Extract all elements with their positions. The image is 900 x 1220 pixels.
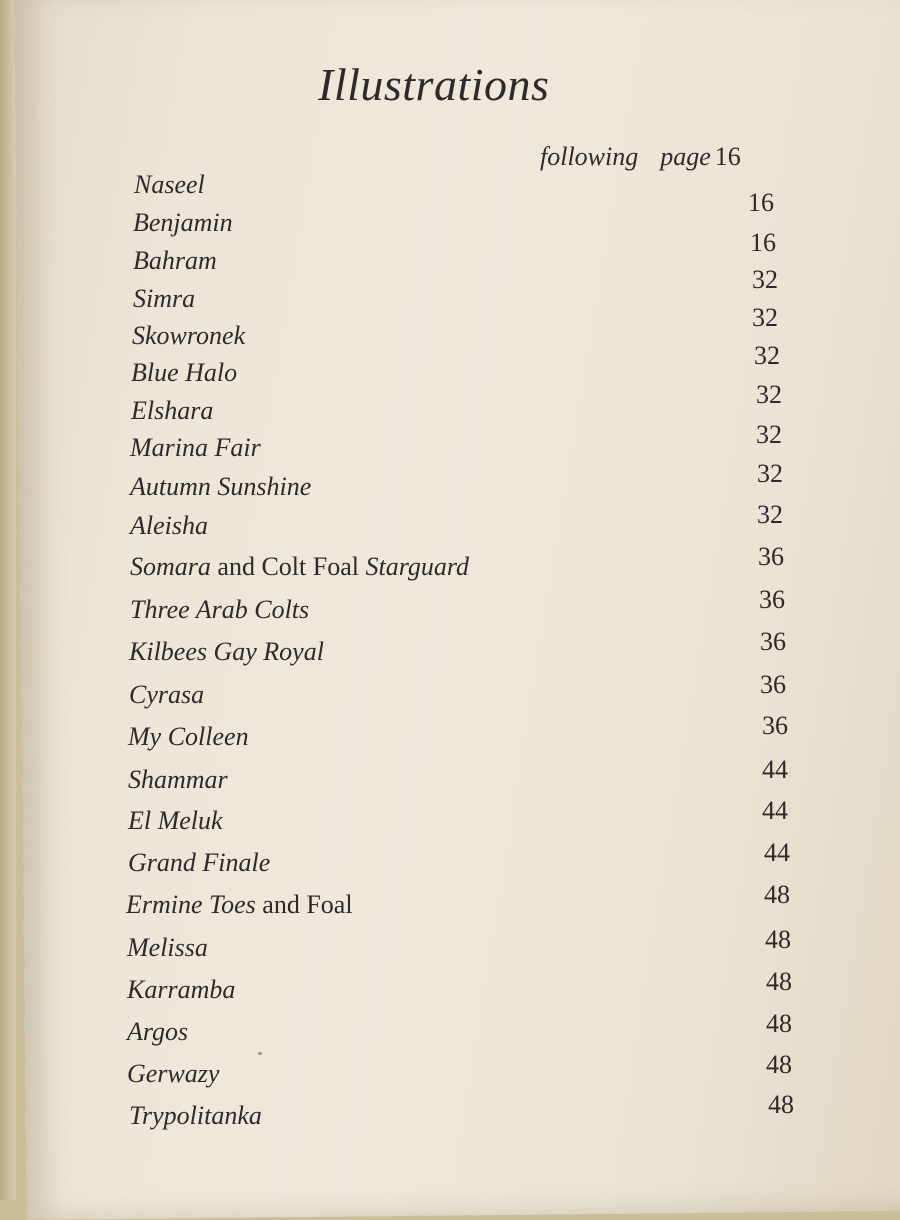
page-number: 32 <box>756 420 782 449</box>
page-number: 36 <box>760 627 786 656</box>
page-number: 48 <box>764 880 790 909</box>
illustration-title: Melissa <box>127 933 208 962</box>
page-number: 16 <box>750 228 776 257</box>
illustration-title: Grand Finale <box>128 848 271 877</box>
page-number: 48 <box>766 967 792 996</box>
page-number: 32 <box>752 303 778 332</box>
illustration-title: Naseel <box>134 170 205 199</box>
illustration-title: Marina Fair <box>130 433 261 462</box>
illustration-title: My Colleen <box>128 722 249 751</box>
first-page-number: 16 <box>714 142 741 171</box>
illustration-title: Blue Halo <box>131 358 238 387</box>
paper-speck <box>258 1052 262 1055</box>
illustration-title: Benjamin <box>133 208 233 237</box>
illustration-title: Three Arab Colts <box>130 595 310 624</box>
illustration-title: Somara and Colt Foal Starguard <box>130 552 469 581</box>
page-number: 32 <box>754 341 780 370</box>
page-number: 48 <box>766 1009 792 1038</box>
illustration-title: Aleisha <box>130 511 208 540</box>
illustration-title: Kilbees Gay Royal <box>129 637 324 666</box>
illustration-title: Gerwazy <box>127 1059 220 1088</box>
illustration-title: Trypolitanka <box>129 1101 262 1130</box>
page-number: 32 <box>752 265 778 294</box>
page-number: 32 <box>756 380 782 409</box>
illustration-title: Simra <box>133 284 196 313</box>
page-number: 44 <box>762 796 788 825</box>
illustration-title: Bahram <box>133 246 217 275</box>
illustration-title: Autumn Sunshine <box>130 472 312 501</box>
page-number: 44 <box>762 755 788 784</box>
page-number: 48 <box>768 1090 794 1119</box>
illustration-title: Argos <box>127 1017 189 1046</box>
page-title: Illustrations <box>318 59 550 110</box>
page-number: 36 <box>762 711 788 740</box>
page-number: 36 <box>759 585 785 614</box>
page-number: 44 <box>764 838 790 867</box>
page-number: 36 <box>760 670 786 699</box>
page-number: 48 <box>766 1050 792 1079</box>
illustration-title: Karramba <box>127 975 236 1004</box>
illustration-title: Cyrasa <box>129 680 205 709</box>
illustration-title: Skowronek <box>132 321 246 350</box>
illustration-title: Elshara <box>131 396 214 425</box>
illustration-title: Ermine Toes and Foal <box>126 890 353 919</box>
page-number: 36 <box>758 542 784 571</box>
page-number: 32 <box>757 459 783 488</box>
illustration-title: Shammar <box>128 765 228 794</box>
following-label: following <box>540 142 639 171</box>
illustration-title: El Meluk <box>128 806 223 835</box>
page-number: 48 <box>765 925 791 954</box>
page-number: 32 <box>757 500 783 529</box>
page-label: page <box>660 142 711 171</box>
page-number: 16 <box>748 188 774 217</box>
